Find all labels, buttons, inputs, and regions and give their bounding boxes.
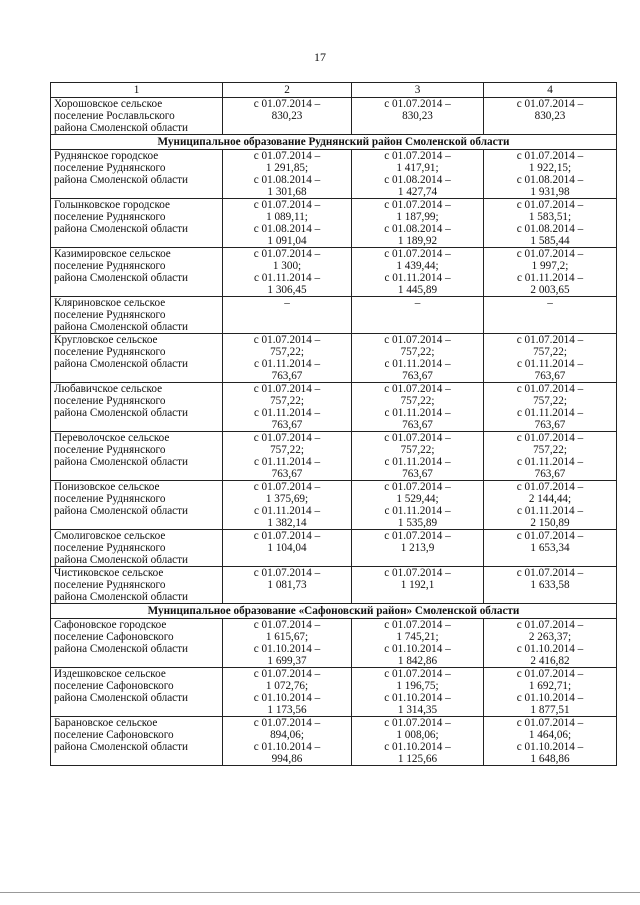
tariff-line: с 01.11.2014 – bbox=[516, 505, 584, 517]
tariff-line: с 01.07.2014 – bbox=[384, 717, 451, 729]
tariff-line: с 01.07.2014 – bbox=[516, 619, 584, 631]
settlement-name-line: района Смоленской области bbox=[54, 554, 189, 566]
tariff-line: с 01.07.2014 – bbox=[516, 199, 584, 211]
tariff-cell-col3 bbox=[352, 334, 484, 383]
column-header-3: 3 bbox=[352, 83, 484, 98]
tariff-line: с 01.07.2014 – bbox=[384, 98, 451, 110]
tariff-line: с 01.10.2014 – bbox=[384, 741, 451, 753]
tariff-line: 1 583,51; bbox=[528, 211, 572, 223]
tariff-line: с 01.07.2014 – bbox=[384, 619, 451, 631]
tariff-line: 2 003,65 bbox=[530, 284, 570, 296]
tariff-line: 1 653,34 bbox=[530, 542, 570, 554]
tariff-line: 757,22; bbox=[533, 444, 567, 456]
tariff-line: 1 877,51 bbox=[530, 704, 570, 716]
tariff-line: 763,67 bbox=[271, 370, 303, 382]
settlement-name-line: Голынковское городское bbox=[54, 199, 171, 211]
tariff-line: 994,86 bbox=[271, 753, 303, 765]
tariff-line: с 01.10.2014 – bbox=[253, 741, 321, 753]
tariff-cell-col2 bbox=[223, 334, 352, 383]
tariff-line: с 01.11.2014 – bbox=[384, 358, 451, 370]
tariff-line: 1 104,04 bbox=[267, 542, 307, 554]
tariff-line: 1 196,75; bbox=[396, 680, 439, 692]
table-row bbox=[51, 481, 617, 530]
page-bottom-divider bbox=[0, 892, 640, 893]
tariff-line: – bbox=[284, 297, 290, 309]
tariff-line: 1 464,06; bbox=[528, 729, 572, 741]
tariff-line: 1 997,2; bbox=[531, 260, 569, 272]
tariff-line: 757,22; bbox=[270, 346, 304, 358]
tariff-line: 1 931,98 bbox=[530, 186, 570, 198]
tariff-line: 757,22; bbox=[400, 346, 435, 358]
tariff-line: с 01.08.2014 – bbox=[253, 223, 321, 235]
tariff-cell-col3 bbox=[352, 668, 484, 717]
tariff-line: 763,67 bbox=[534, 419, 566, 431]
tariff-line: 2 416,82 bbox=[530, 655, 570, 667]
settlement-name-cell bbox=[51, 717, 223, 766]
tariff-cell-col3 bbox=[352, 567, 484, 604]
tariff-line: с 01.10.2014 – bbox=[384, 643, 451, 655]
settlement-name-line: Казимировское сельское bbox=[54, 248, 171, 260]
tariff-line: с 01.11.2014 – bbox=[384, 456, 451, 468]
tariff-line: 1 081,73 bbox=[267, 579, 307, 591]
column-header-4: 4 bbox=[484, 83, 617, 98]
tariff-cell-col2 bbox=[223, 567, 352, 604]
settlement-name-line: Кляриновское сельское bbox=[54, 297, 166, 309]
tariff-line: с 01.07.2014 – bbox=[516, 432, 584, 444]
tariff-line: с 01.11.2014 – bbox=[516, 358, 584, 370]
tariff-line: 1 922,15; bbox=[528, 162, 572, 174]
tariff-cell-col2 bbox=[223, 150, 352, 199]
tariff-line: 1 375,69; bbox=[265, 493, 309, 505]
tariff-line: с 01.07.2014 – bbox=[384, 383, 451, 395]
tariff-cell-col4 bbox=[484, 567, 617, 604]
tariff-cell-col4 bbox=[484, 668, 617, 717]
tariff-line: 830,23 bbox=[271, 110, 303, 122]
tariff-line: с 01.10.2014 – bbox=[516, 692, 584, 704]
column-header-1: 1 bbox=[51, 83, 223, 98]
settlement-name-line: района Смоленской области bbox=[54, 456, 189, 468]
settlement-name-cell bbox=[51, 248, 223, 297]
tariff-line: с 01.07.2014 – bbox=[253, 432, 321, 444]
tariff-line: 763,67 bbox=[534, 370, 566, 382]
tariff-line: с 01.07.2014 – bbox=[516, 717, 584, 729]
tariff-line: 1 529,44; bbox=[396, 493, 439, 505]
page-number: 17 bbox=[314, 50, 326, 64]
tariff-line: 1 291,85; bbox=[265, 162, 309, 174]
table-row bbox=[51, 383, 617, 432]
tariff-line: 763,67 bbox=[271, 468, 303, 480]
tariff-line: 1 125,66 bbox=[397, 753, 438, 765]
tariff-line: с 01.08.2014 – bbox=[384, 223, 451, 235]
tariff-cell-col4 bbox=[484, 334, 617, 383]
tariff-line: 1 301,68 bbox=[267, 186, 307, 198]
section-header-row bbox=[51, 604, 617, 619]
settlement-name-line: Хорошовское сельское bbox=[54, 98, 163, 110]
tariff-line: – bbox=[547, 297, 553, 309]
tariff-cell-col4 bbox=[484, 619, 617, 668]
settlement-name-cell bbox=[51, 530, 223, 567]
tariff-line: 1 745,21; bbox=[396, 631, 439, 643]
tariff-line: с 01.07.2014 – bbox=[516, 668, 584, 680]
tariff-cell-col4 bbox=[484, 98, 617, 135]
settlement-name-line: Чистиковское сельское bbox=[54, 567, 164, 579]
tariff-line: 1 187,99; bbox=[396, 211, 439, 223]
tariff-line: с 01.11.2014 – bbox=[253, 505, 321, 517]
tariff-line: с 01.07.2014 – bbox=[253, 248, 321, 260]
tariff-line: с 01.11.2014 – bbox=[253, 358, 321, 370]
tariff-line: с 01.11.2014 – bbox=[253, 456, 321, 468]
tariff-cell-col4 bbox=[484, 530, 617, 567]
settlement-name-line: поселение Руднянского bbox=[54, 493, 166, 505]
tariff-line: с 01.07.2014 – bbox=[516, 481, 584, 493]
tariff-line: с 01.07.2014 – bbox=[384, 432, 451, 444]
tariff-line: с 01.11.2014 – bbox=[516, 456, 584, 468]
tariff-cell-col3 bbox=[352, 432, 484, 481]
tariff-line: 830,23 bbox=[402, 110, 433, 122]
settlement-name-line: района Смоленской области bbox=[54, 407, 189, 419]
tariff-cell-col3 bbox=[352, 717, 484, 766]
tariff-line: 757,22; bbox=[533, 395, 567, 407]
settlement-name-line: поселение Руднянского bbox=[54, 579, 166, 591]
settlement-name-line: поселение Руднянского bbox=[54, 346, 166, 358]
settlement-name-line: района Смоленской области bbox=[54, 122, 189, 134]
tariff-cell-col3 bbox=[352, 98, 484, 135]
section-title: Муниципальное образование «Сафоновский район» Смоленской области bbox=[51, 604, 617, 619]
tariff-line: с 01.08.2014 – bbox=[516, 223, 584, 235]
settlement-name-line: района Смоленской области bbox=[54, 591, 189, 603]
tariff-line: 1 699,37 bbox=[267, 655, 307, 667]
tariff-line: с 01.07.2014 – bbox=[253, 530, 321, 542]
settlement-name-line: района Смоленской области bbox=[54, 643, 189, 655]
tariff-line: 757,22; bbox=[270, 395, 304, 407]
tariff-line: с 01.07.2014 – bbox=[516, 530, 584, 542]
tariff-line: с 01.11.2014 – bbox=[384, 407, 451, 419]
tariff-line: с 01.07.2014 – bbox=[384, 199, 451, 211]
tariff-line: 1 439,44; bbox=[396, 260, 439, 272]
settlement-name-cell bbox=[51, 150, 223, 199]
settlement-name-cell bbox=[51, 668, 223, 717]
tariff-line: с 01.07.2014 – bbox=[253, 199, 321, 211]
tariff-line: с 01.11.2014 – bbox=[384, 272, 451, 284]
settlement-name-line: района Смоленской области bbox=[54, 223, 189, 235]
tariff-line: 763,67 bbox=[271, 419, 303, 431]
tariff-line: 757,22; bbox=[400, 395, 435, 407]
tariff-line: 1 615,67; bbox=[265, 631, 309, 643]
settlement-name-line: поселение Руднянского bbox=[54, 309, 166, 321]
tariff-line: с 01.07.2014 – bbox=[384, 567, 451, 579]
tariff-cell-col4 bbox=[484, 432, 617, 481]
tariff-line: с 01.07.2014 – bbox=[516, 383, 584, 395]
settlement-name-line: поселение Сафоновского bbox=[54, 729, 174, 741]
tariff-line: 1 192,1 bbox=[400, 579, 435, 591]
tariff-line: 763,67 bbox=[534, 468, 566, 480]
tariff-line: 1 842,86 bbox=[397, 655, 438, 667]
tariff-line: с 01.11.2014 – bbox=[516, 407, 584, 419]
settlement-name-line: района Смоленской области bbox=[54, 692, 189, 704]
settlement-name-cell bbox=[51, 383, 223, 432]
tariff-cell-col3 bbox=[352, 619, 484, 668]
settlement-name-line: Барановское сельское bbox=[54, 717, 158, 729]
settlement-name-line: поселение Рославльского bbox=[54, 110, 175, 122]
tariff-cell-col4 bbox=[484, 297, 617, 334]
tariff-line: с 01.10.2014 – bbox=[253, 692, 321, 704]
table-row bbox=[51, 717, 617, 766]
tariff-line: 757,22; bbox=[400, 444, 435, 456]
tariff-cell-col3 bbox=[352, 150, 484, 199]
settlement-name-line: поселение Руднянского bbox=[54, 260, 166, 272]
tariff-line: 757,22; bbox=[533, 346, 567, 358]
tariff-line: 757,22; bbox=[270, 444, 304, 456]
table-row bbox=[51, 150, 617, 199]
tariff-line: 1 089,11; bbox=[266, 211, 308, 223]
tariff-line: с 01.10.2014 – bbox=[516, 643, 584, 655]
tariff-line: 1 382,14 bbox=[267, 517, 307, 529]
settlement-name-cell bbox=[51, 297, 223, 334]
tariff-line: с 01.10.2014 – bbox=[516, 741, 584, 753]
tariff-cell-col4 bbox=[484, 383, 617, 432]
tariff-line: с 01.07.2014 – bbox=[253, 150, 321, 162]
settlement-name-cell bbox=[51, 199, 223, 248]
tariff-line: с 01.07.2014 – bbox=[253, 668, 321, 680]
tariff-line: 1 535,89 bbox=[397, 517, 438, 529]
tariff-line: 1 445,89 bbox=[397, 284, 438, 296]
settlement-name-line: Любавичское сельское bbox=[54, 383, 163, 395]
tariff-line: с 01.11.2014 – bbox=[516, 272, 584, 284]
tariff-line: с 01.07.2014 – bbox=[384, 668, 451, 680]
tariff-cell-col2 bbox=[223, 248, 352, 297]
tariff-cell-col4 bbox=[484, 150, 617, 199]
tariff-cell-col4 bbox=[484, 717, 617, 766]
tariff-line: с 01.08.2014 – bbox=[253, 174, 321, 186]
tariff-cell-col2 bbox=[223, 432, 352, 481]
tariff-cell-col2 bbox=[223, 717, 352, 766]
tariff-line: 1 427,74 bbox=[397, 186, 438, 198]
tariff-line: с 01.07.2014 – bbox=[253, 98, 321, 110]
tariff-line: с 01.11.2014 – bbox=[253, 407, 321, 419]
table-row bbox=[51, 619, 617, 668]
tariff-line: 1 189,92 bbox=[397, 235, 438, 247]
settlement-name-cell bbox=[51, 619, 223, 668]
tariff-cell-col3 bbox=[352, 297, 484, 334]
tariff-line: 830,23 bbox=[534, 110, 566, 122]
settlement-name-line: Сафоновское городское bbox=[54, 619, 167, 631]
settlement-name-cell bbox=[51, 334, 223, 383]
tariff-line: с 01.07.2014 – bbox=[384, 150, 451, 162]
settlement-name-line: поселение Руднянского bbox=[54, 211, 166, 223]
tariff-line: с 01.07.2014 – bbox=[253, 567, 321, 579]
tariff-cell-col2 bbox=[223, 619, 352, 668]
table-row bbox=[51, 668, 617, 717]
column-header-2: 2 bbox=[223, 83, 352, 98]
settlement-name-line: поселение Сафоновского bbox=[54, 631, 174, 643]
tariff-line: с 01.07.2014 – bbox=[253, 619, 321, 631]
settlement-name-line: Переволочское сельское bbox=[54, 432, 170, 444]
settlement-name-cell bbox=[51, 481, 223, 530]
settlement-name-cell bbox=[51, 98, 223, 135]
settlement-name-line: района Смоленской области bbox=[54, 272, 189, 284]
tariff-line: 1 314,35 bbox=[397, 704, 438, 716]
settlement-name-line: района Смоленской области bbox=[54, 358, 189, 370]
tariff-line: 1 417,91; bbox=[396, 162, 439, 174]
table-row bbox=[51, 567, 617, 604]
tariff-cell-col4 bbox=[484, 199, 617, 248]
table-row bbox=[51, 530, 617, 567]
tariff-cell-col3 bbox=[352, 248, 484, 297]
settlement-name-line: Кругловское сельское bbox=[54, 334, 158, 346]
settlement-name-line: поселение Руднянского bbox=[54, 542, 166, 554]
settlement-name-cell bbox=[51, 432, 223, 481]
settlement-name-line: района Смоленской области bbox=[54, 174, 189, 186]
tariff-line: с 01.07.2014 – bbox=[253, 334, 321, 346]
tariff-line: 763,67 bbox=[402, 468, 433, 480]
tariff-line: с 01.07.2014 – bbox=[384, 530, 451, 542]
table-row bbox=[51, 98, 617, 135]
tariff-line: 1 306,45 bbox=[267, 284, 307, 296]
tariff-line: – bbox=[414, 297, 421, 309]
tariff-line: 763,67 bbox=[402, 419, 433, 431]
tariff-cell-col4 bbox=[484, 481, 617, 530]
tariff-cell-col3 bbox=[352, 530, 484, 567]
settlement-name-cell bbox=[51, 567, 223, 604]
settlement-name-line: Издешковское сельское bbox=[54, 668, 166, 680]
tariff-cell-col2 bbox=[223, 297, 352, 334]
tariff-line: 2 263,37; bbox=[528, 631, 572, 643]
tariff-cell-col2 bbox=[223, 481, 352, 530]
tariff-line: с 01.07.2014 – bbox=[253, 481, 321, 493]
tariff-line: 1 072,76; bbox=[265, 680, 309, 692]
tariff-cell-col3 bbox=[352, 481, 484, 530]
table-row bbox=[51, 334, 617, 383]
tariff-line: 1 091,04 bbox=[267, 235, 307, 247]
table-row bbox=[51, 297, 617, 334]
settlement-name-line: района Смоленской области bbox=[54, 505, 189, 517]
tariff-cell-col2 bbox=[223, 199, 352, 248]
table-row bbox=[51, 199, 617, 248]
tariff-table-body bbox=[51, 83, 617, 766]
tariff-cell-col2 bbox=[223, 383, 352, 432]
tariff-line: 1 173,56 bbox=[267, 704, 307, 716]
tariff-line: с 01.07.2014 – bbox=[516, 334, 584, 346]
table-row bbox=[51, 248, 617, 297]
settlement-name-line: поселение Руднянского bbox=[54, 444, 166, 456]
tariff-cell-col2 bbox=[223, 98, 352, 135]
tariff-line: 894,06; bbox=[270, 729, 304, 741]
tariff-line: 1 633,58 bbox=[530, 579, 570, 591]
tariff-line: с 01.10.2014 – bbox=[384, 692, 451, 704]
tariff-cell-col2 bbox=[223, 530, 352, 567]
tariff-cell-col4 bbox=[484, 248, 617, 297]
tariff-line: 1 648,86 bbox=[530, 753, 570, 765]
tariff-line: 1 008,06; bbox=[396, 729, 439, 741]
tariff-line: 1 692,71; bbox=[528, 680, 572, 692]
tariff-line: 1 213,9 bbox=[400, 542, 435, 554]
tariff-line: с 01.08.2014 – bbox=[516, 174, 584, 186]
tariff-line: 2 150,89 bbox=[530, 517, 570, 529]
tariff-line: с 01.07.2014 – bbox=[384, 481, 451, 493]
section-header-row bbox=[51, 135, 617, 150]
settlement-name-line: Понизовское сельское bbox=[54, 481, 160, 493]
tariff-line: 763,67 bbox=[402, 370, 433, 382]
settlement-name-line: поселение Руднянского bbox=[54, 162, 166, 174]
tariff-cell-col3 bbox=[352, 199, 484, 248]
settlement-name-line: Смолиговское сельское bbox=[54, 530, 166, 542]
tariff-line: с 01.07.2014 – bbox=[253, 383, 321, 395]
tariff-line: с 01.07.2014 – bbox=[384, 334, 451, 346]
tariff-line: 1 300; bbox=[272, 260, 302, 272]
tariff-line: с 01.07.2014 – bbox=[253, 717, 321, 729]
tariff-line: с 01.11.2014 – bbox=[384, 505, 451, 517]
tariff-line: 1 585,44 bbox=[530, 235, 570, 247]
tariff-line: с 01.07.2014 – bbox=[516, 98, 584, 110]
tariff-line: 2 144,44; bbox=[528, 493, 572, 505]
settlement-name-line: поселение Руднянского bbox=[54, 395, 166, 407]
settlement-name-line: района Смоленской области bbox=[54, 741, 189, 753]
tariff-table bbox=[50, 82, 617, 766]
tariff-line: с 01.07.2014 – bbox=[516, 567, 584, 579]
tariff-line: с 01.10.2014 – bbox=[253, 643, 321, 655]
tariff-line: с 01.11.2014 – bbox=[253, 272, 321, 284]
section-title: Муниципальное образование Руднянский район Смоленской области bbox=[51, 135, 617, 150]
settlement-name-line: поселение Сафоновского bbox=[54, 680, 174, 692]
table-row bbox=[51, 432, 617, 481]
table-header-row bbox=[51, 83, 617, 98]
tariff-line: с 01.07.2014 – bbox=[516, 248, 584, 260]
tariff-line: с 01.08.2014 – bbox=[384, 174, 451, 186]
tariff-cell-col3 bbox=[352, 383, 484, 432]
settlement-name-line: района Смоленской области bbox=[54, 321, 189, 333]
tariff-cell-col2 bbox=[223, 668, 352, 717]
settlement-name-line: Руднянское городское bbox=[54, 150, 159, 162]
tariff-line: с 01.07.2014 – bbox=[384, 248, 451, 260]
tariff-line: с 01.07.2014 – bbox=[516, 150, 584, 162]
